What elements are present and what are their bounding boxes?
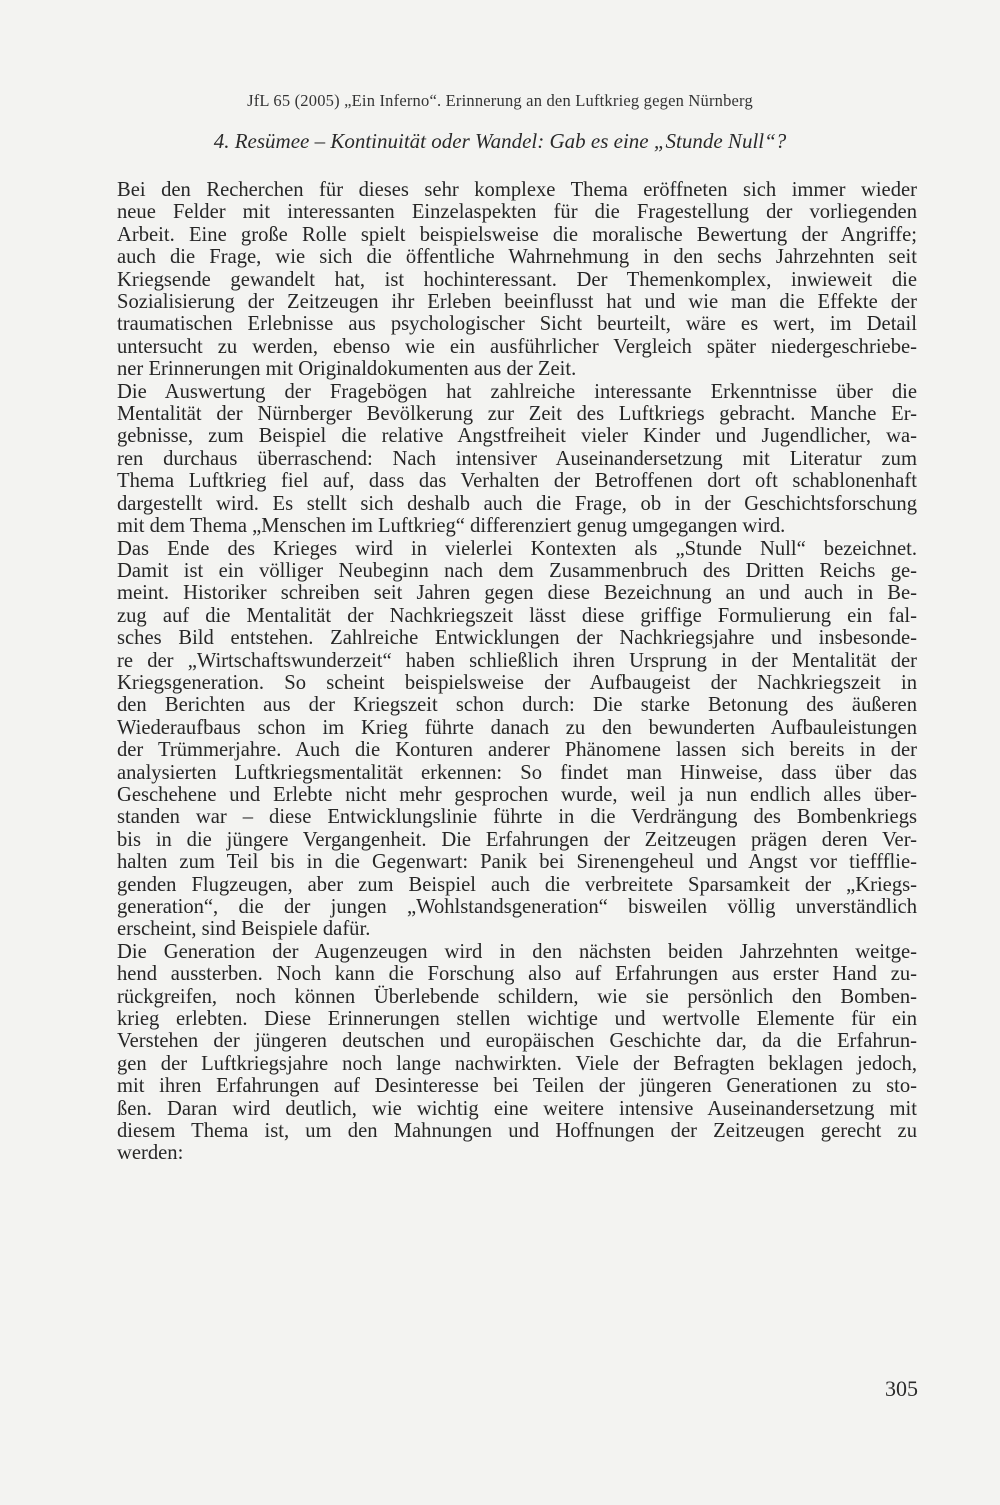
text-line: auch die Frage, wie sich die öffentliche Wahrnehmung in den sechs Jahrzehnten seit <box>117 246 917 269</box>
text-line: Geschehene und Erlebte nicht mehr gesprochen wurde, weil ja nun endlich alles über- <box>117 783 917 806</box>
text-line: Verstehen der jüngeren deutschen und europäischen Geschichte dar, da die Erfahrun- <box>117 1030 917 1053</box>
text-line: der Trümmerjahre. Auch die Konturen anderer Phänomene lassen sich bereits in der <box>117 739 917 762</box>
text-line: erscheint, sind Beispiele dafür. <box>117 918 371 941</box>
text-line: neue Felder mit interessanten Einzelaspekten für die Fragestellung der vorliegenden <box>117 201 917 224</box>
text-line: ner Erinnerungen mit Originaldokumenten aus der Zeit. <box>117 358 577 381</box>
text-line: mit dem Thema „Menschen im Luftkrieg“ differenziert genug umgegangen wird. <box>117 515 786 538</box>
text-line: zug auf die Mentalität der Nachkriegszeit lässt diese griffige Formulierung ein fal- <box>117 604 917 627</box>
text-line: Das Ende des Krieges wird in vielerlei Kontexten als „Stunde Null“ bezeichnet. <box>117 537 917 560</box>
text-line: diesem Thema ist, um den Mahnungen und Hoffnungen der Zeitzeugen gerecht zu <box>117 1120 917 1143</box>
text-line: halten zum Teil bis in die Gegenwart: Panik bei Sirenengeheul und Angst vor tieffflie- <box>117 851 917 874</box>
text-line: Bei den Recherchen für dieses sehr komplexe Thema eröffneten sich immer wieder <box>117 179 917 201</box>
paragraph-3 <box>117 538 917 941</box>
text-line: Sozialisierung der Zeitzeugen ihr Erleben beeinflusst hat und wie man die Effekte der <box>117 291 917 314</box>
text-line: traumatischen Erlebnisse aus psychologischer Sicht beurteilt, wäre es wert, im Detail <box>117 313 917 336</box>
body-text <box>117 179 917 1165</box>
page-number: 305 <box>885 1376 918 1401</box>
text-line: krieg erlebten. Diese Erinnerungen stellen wichtige und wertvolle Elemente für ein <box>117 1008 917 1031</box>
text-line: meint. Historiker schreiben seit Jahren gegen diese Bezeichnung an und auch in Be- <box>117 582 917 605</box>
text-line: Kriegsende gewandelt hat, ist hochinteressant. Der Themenkomplex, inwieweit die <box>117 268 917 291</box>
paragraph-1 <box>117 179 917 381</box>
text-line: sches Bild entstehen. Zahlreiche Entwicklungen der Nachkriegsjahre und insbesonde- <box>117 627 917 650</box>
text-line: generation“, die der jungen „Wohlstandsgeneration“ bisweilen völlig unverständlich <box>117 896 917 918</box>
running-head: JfL 65 (2005) „Ein Inferno“. Erinnerung an den Luftkrieg gegen Nürnberg <box>247 91 753 110</box>
text-line: ren durchaus überraschend: Nach intensiver Auseinandersetzung mit Literatur zum <box>117 447 917 470</box>
text-line: analysierten Luftkriegsmentalität erkennen: So findet man Hinweise, dass über das <box>117 761 917 784</box>
text-line: Mentalität der Nürnberger Bevölkerung zur Zeit des Luftkriegs gebracht. Manche Er- <box>117 403 917 426</box>
text-line: hend aussterben. Noch kann die Forschung also auf Erfahrungen aus erster Hand zu- <box>117 963 917 986</box>
text-line: Die Generation der Augenzeugen wird in den nächsten beiden Jahrzehnten weitge- <box>117 940 917 963</box>
text-line: re der „Wirtschaftswunderzeit“ haben schließlich ihren Ursprung in der Mentalität der <box>117 649 917 672</box>
text-line: ßen. Daran wird deutlich, wie wichtig eine weitere intensive Auseinandersetzung mit <box>117 1097 917 1120</box>
text-line: Wiederaufbaus schon im Krieg führte danach zu den bewunderten Aufbauleistungen <box>117 716 917 739</box>
text-line: Damit ist ein völliger Neubeginn nach dem Zusammenbruch des Dritten Reichs ge- <box>117 559 917 582</box>
text-line: gen der Luftkriegsjahre noch lange nachwirkten. Viele der Befragten beklagen jedoch, <box>117 1052 917 1075</box>
text-line: Thema Luftkrieg fiel auf, dass das Verhalten der Betroffenen dort oft schablonenhaft <box>117 470 917 493</box>
text-line: gebnisse, zum Beispiel die relative Angstfreiheit vieler Kinder und Jugendlicher, wa- <box>117 425 917 448</box>
text-line: mit ihren Erfahrungen auf Desinteresse bei Teilen der jüngeren Generationen zu sto- <box>117 1075 917 1098</box>
text-line: rückgreifen, noch können Überlebende schildern, wie sie persönlich den Bomben- <box>117 985 917 1008</box>
text-line: Kriegsgeneration. So scheint beispielsweise der Aufbaugeist der Nachkriegszeit in <box>117 671 917 694</box>
text-line: untersucht zu werden, ebenso wie ein ausführlicher Vergleich später niedergeschriebe- <box>117 335 917 358</box>
paragraph-4 <box>117 941 917 1165</box>
text-line: den Berichten aus der Kriegszeit schon durch: Die starke Betonung des äußeren <box>117 694 917 717</box>
text-line: Arbeit. Eine große Rolle spielt beispielsweise die moralische Bewertung der Angriffe; <box>117 223 917 246</box>
text-line: bis in die jüngere Vergangenheit. Die Erfahrungen der Zeitzeugen prägen deren Ver- <box>117 828 917 851</box>
text-line: standen war – diese Entwicklungslinie führte in die Verdrängung des Bombenkriegs <box>117 806 917 829</box>
text-line: genden Flugzeugen, aber zum Beispiel auch die verbreitete Sparsamkeit der „Kriegs- <box>117 873 917 896</box>
section-title: 4. Resümee – Kontinuität oder Wandel: Gab es eine „Stunde Null“? <box>213 129 787 153</box>
paragraph-2 <box>117 381 917 538</box>
text-line: werden: <box>117 1142 184 1165</box>
text-line: Die Auswertung der Fragebögen hat zahlreiche interessante Erkenntnisse über die <box>117 380 917 403</box>
text-line: dargestellt wird. Es stellt sich deshalb auch die Frage, ob in der Geschichtsforschung <box>117 492 917 515</box>
